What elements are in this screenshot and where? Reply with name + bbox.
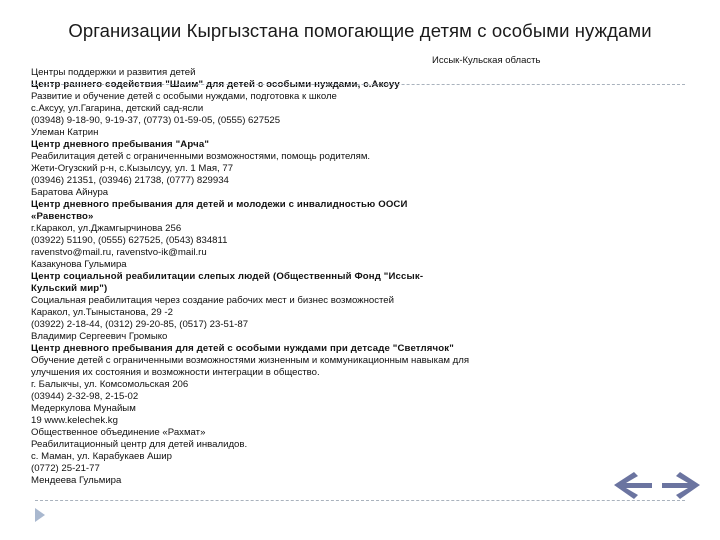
list-line: (03922) 51190, (0555) 627525, (0543) 834811 <box>31 235 228 246</box>
list-line: Центр дневного пребывания "Арча" <box>31 139 210 150</box>
list-line: Социальная реабилитация через создание рабочих мест и бизнес возможностей <box>31 295 395 306</box>
divider-bottom <box>35 500 685 501</box>
list-line: (03944) 2-32-98, 2-15-02 <box>31 391 139 402</box>
list-line: (03922) 2-18-44, (0312) 29-20-85, (0517) 23-51-87 <box>31 319 249 330</box>
list-line: Реабилитационный центр для детей инвалидов. <box>31 439 248 450</box>
divider-top <box>31 84 685 85</box>
previous-slide-button[interactable] <box>612 470 656 500</box>
list-line: ravenstvo@mail.ru, ravenstvo-ik@mail.ru <box>31 247 207 258</box>
list-line: Казакунова Гульмира <box>31 259 127 270</box>
list-line: Реабилитация детей с ограниченными возможностями, помощь родителям. <box>31 151 371 162</box>
triangle-bullet-icon <box>35 508 45 522</box>
list-line: г.Каракол, ул.Джамгырчинова 256 <box>31 223 182 234</box>
arrow-left-icon <box>612 470 656 500</box>
list-line: Мендеева Гульмира <box>31 475 122 486</box>
list-line: Каракол, ул.Тыныстанова, 29 -2 <box>31 307 173 318</box>
list-line: с.Аксуу, ул.Гагарина, детский сад-ясли <box>31 103 204 114</box>
list-line: Общественное объединение «Рахмат» <box>31 427 206 438</box>
list-line: Обучение детей с ограниченными возможностями жизненным и коммуникационным навыкам для <box>31 355 470 366</box>
list-line: Жети-Огузский р-н, с.Кызылсуу, ул. 1 Мая, 77 <box>31 163 234 174</box>
list-line: Развитие и обучение детей с особыми нуждами, подготовка к школе <box>31 91 337 102</box>
arrow-right-icon <box>658 470 702 500</box>
list-line: (03948) 9-18-90, 9-19-37, (0773) 01-59-05, (0555) 627525 <box>31 115 281 126</box>
list-line: Центр дневного пребывания для детей с особыми нуждами при детсаде "Светлячок" <box>31 343 454 354</box>
list-line: Центры поддержки и развития детей <box>31 67 196 78</box>
list-line: (0772) 25-21-77 <box>31 463 100 474</box>
list-line: Улеман Катрин <box>31 127 99 138</box>
list-line: Владимир Сергеевич Громыко <box>31 331 168 342</box>
list-line: г. Балыкчы, ул. Комсомольская 206 <box>31 379 189 390</box>
region-heading: Иссык-Кульская область <box>432 55 541 66</box>
list-line: Центр дневного пребывания для детей и молодежи с инвалидностью ООСИ <box>31 199 408 210</box>
list-line: Центр раннего содействия "Шаим" для детей с особыми нуждами, с.Аксуу <box>31 79 400 90</box>
list-line: Медеркулова Мунайым <box>31 403 136 414</box>
list-line: Баратова Айнура <box>31 187 109 198</box>
list-line: Кульский мир") <box>31 283 108 294</box>
list-line: «Равенство» <box>31 211 94 222</box>
slide-title: Организации Кыргызстана помогающие детям с особыми нуждами <box>68 20 652 41</box>
list-line: улучшения их состояния и возможности интеграции в общество. <box>31 367 320 378</box>
list-line: Центр социальной реабилитации слепых людей (Общественный Фонд "Иссык- <box>31 271 424 282</box>
next-slide-button[interactable] <box>658 470 702 500</box>
organization-list <box>31 67 501 487</box>
list-line: (03946) 21351, (03946) 21738, (0777) 829934 <box>31 175 229 186</box>
list-line: с. Маман, ул. Карабукаев Ашир <box>31 451 172 462</box>
list-line: 19 www.kelechek.kg <box>31 415 118 426</box>
